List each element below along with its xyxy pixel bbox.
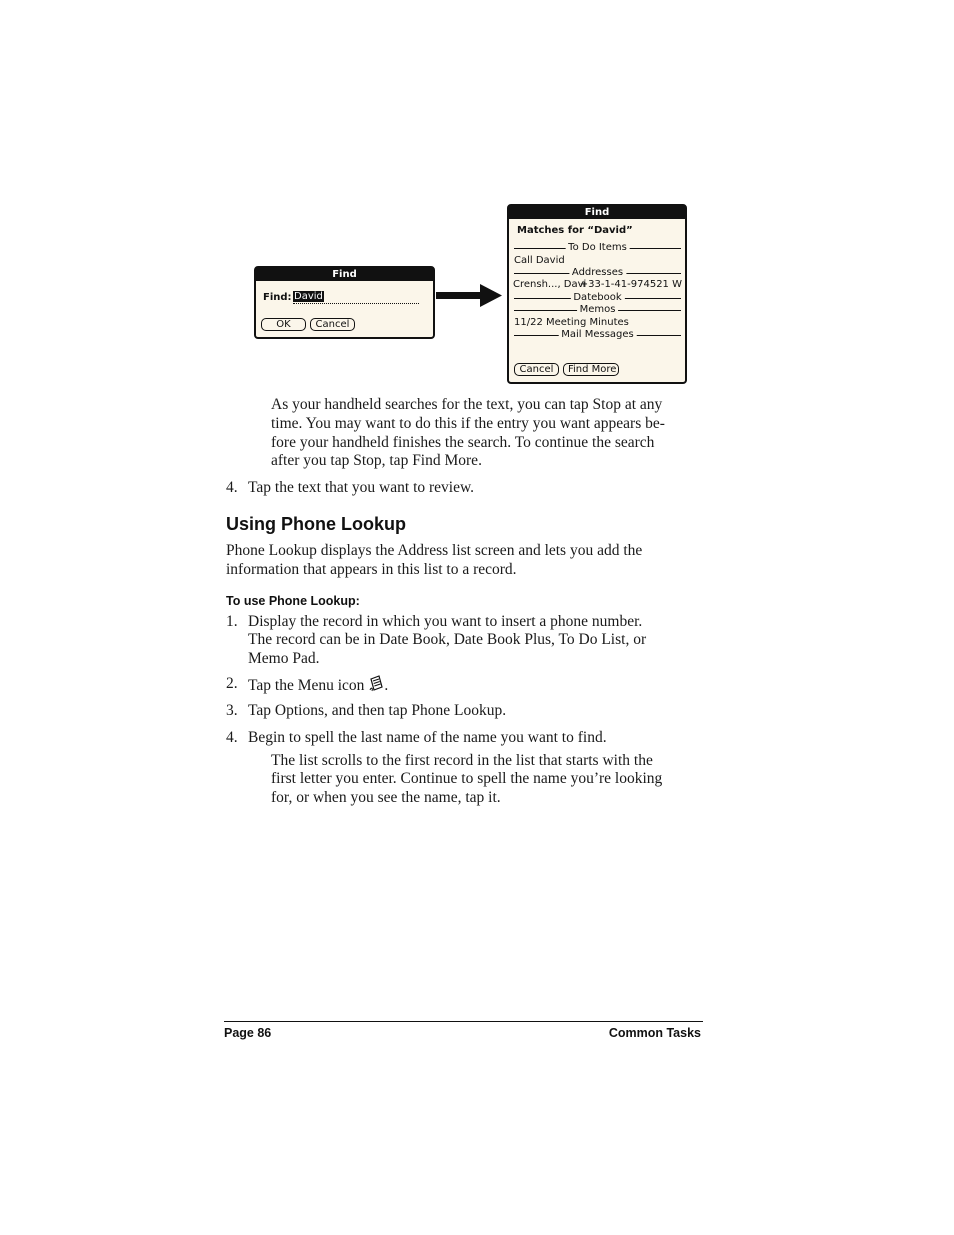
text-line: information that appears in this list to a record. (226, 561, 517, 578)
text-line: for, or when you see the name, tap it. (271, 789, 501, 806)
find-label: Find: (263, 292, 292, 303)
step-number: 2. (226, 675, 238, 692)
text-line: As your handheld searches for the text, you can tap Stop at any (271, 396, 663, 413)
step-number: 4. (226, 729, 238, 746)
footer-rule (224, 1021, 703, 1022)
step-text-after: . (384, 677, 389, 694)
section-todo (514, 242, 681, 254)
result-todo-item[interactable]: Call David (514, 255, 565, 266)
cancel-button[interactable]: Cancel (310, 318, 355, 331)
step-number: 1. (226, 613, 238, 630)
step-text: Tap Options, and then tap Phone Lookup. (248, 702, 507, 719)
step-text: Tap the text that you want to review. (248, 479, 475, 496)
text-line: The record can be in Date Book, Date Book Plus, To Do List, or (248, 631, 647, 648)
step-text: Begin to spell the last name of the name you want to find. (248, 729, 607, 746)
section-datebook (514, 292, 681, 304)
results-dialog-title: Find (509, 206, 685, 219)
section-addresses (514, 267, 681, 279)
text-line: Display the record in which you want to insert a phone number. (248, 613, 643, 630)
arrow-right-icon (436, 282, 504, 310)
section-datebook-label: Datebook (570, 292, 624, 304)
step-number: 4. (226, 479, 238, 496)
find-more-button[interactable]: Find More (563, 363, 619, 376)
step-number: 3. (226, 702, 238, 719)
section-memos-label: Memos (577, 304, 619, 316)
section-mail (514, 329, 681, 341)
text-line: fore your handheld finishes the search. To continue the search (271, 434, 655, 451)
ok-button[interactable]: OK (261, 318, 306, 331)
address-name: Crensh..., Davi (513, 279, 587, 290)
section-addresses-label: Addresses (569, 267, 626, 279)
text-line: The list scrolls to the first record in the list that starts with the (271, 752, 653, 769)
text-line: after you tap Stop, tap Find More. (271, 452, 482, 469)
section-memos (514, 304, 681, 316)
results-cancel-button[interactable]: Cancel (514, 363, 559, 376)
find-input[interactable] (293, 290, 419, 304)
text-line: Phone Lookup displays the Address list screen and lets you add the (226, 542, 643, 559)
find-input-value: David (294, 291, 323, 302)
page-number: Page 86 (224, 1026, 272, 1040)
find-dialog (254, 266, 435, 339)
text-line: time. You may want to do this if the entry you want appears be- (271, 415, 665, 432)
results-heading: Matches for “David” (517, 225, 633, 236)
find-results-dialog (507, 204, 687, 384)
result-memo-item[interactable]: 11/22 Meeting Minutes (514, 317, 629, 328)
find-dialog-title: Find (256, 268, 433, 281)
address-phone: +33-1-41-974521 W (579, 279, 682, 290)
step-text-before: Tap the Menu icon (248, 677, 365, 694)
chapter-title: Common Tasks (608, 1026, 701, 1040)
menu-icon (368, 675, 384, 693)
text-line: Memo Pad. (248, 650, 320, 667)
section-todo-label: To Do Items (565, 242, 630, 254)
procedure-heading: To use Phone Lookup: (226, 594, 360, 608)
section-mail-label: Mail Messages (558, 329, 637, 341)
result-address-item[interactable] (513, 279, 682, 291)
section-heading: Using Phone Lookup (226, 514, 406, 534)
step-text (248, 675, 388, 696)
text-line: first letter you enter. Continue to spell the name you’re looking (271, 770, 663, 787)
